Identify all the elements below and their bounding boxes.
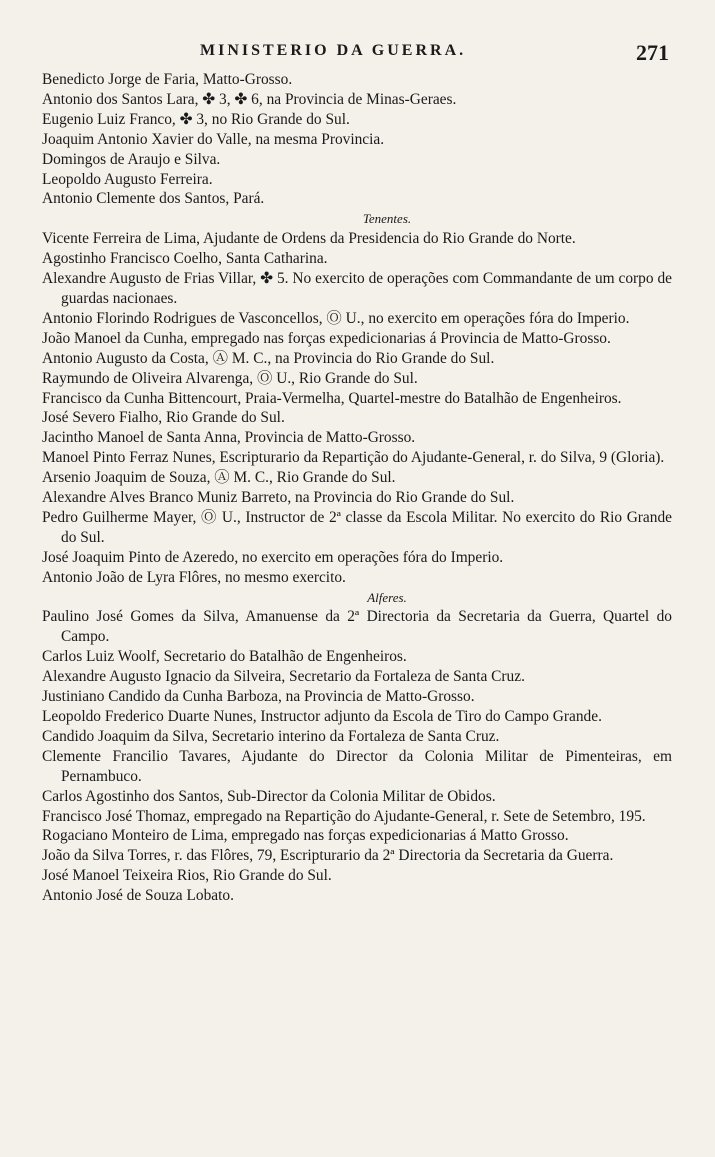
officer-list-continued: [42, 70, 672, 209]
list-item: Raymundo de Oliveira Alvarenga, Ⓞ U., Rio Grande do Sul.: [42, 369, 418, 387]
list-item: Pedro Guilherme Mayer, Ⓞ U., Instructor de 2ª classe da Escola Militar. No exercito do Rio Grande do Sul.: [42, 508, 672, 546]
list-item: João da Silva Torres, r. das Flôres, 79, Escripturario da 2ª Directoria da Secretaria da Guerra.: [42, 847, 614, 865]
list-item: Manoel Pinto Ferraz Nunes, Escripturario da Repartição do Ajudante-General, r. do Silva, 9 (Gloria).: [42, 449, 665, 467]
list-item: Antonio Florindo Rodrigues de Vasconcellos, Ⓞ U., no exercito em operações fóra do Imperio.: [42, 309, 630, 327]
list-item: Rogaciano Monteiro de Lima, empregado nas forças expedicionarias á Matto Grosso.: [42, 827, 569, 845]
running-title: MINISTERIO DA GUERRA.: [200, 42, 467, 59]
section-heading-alferes: Alferes.: [367, 589, 407, 605]
list-item: Alexandre Augusto Ignacio da Silveira, Secretario da Fortaleza de Santa Cruz.: [42, 668, 525, 686]
document-body: [42, 70, 672, 906]
list-item: Alexandre Augusto de Frias Villar, ✤ 5. No exercito de operações com Commandante de um corpo de guardas nacionaes.: [42, 270, 672, 307]
list-item: Candido Joaquim da Silva, Secretario interino da Fortaleza de Santa Cruz.: [42, 727, 500, 745]
list-item: Joaquim Antonio Xavier do Valle, na mesma Provincia.: [42, 130, 385, 148]
section-heading-tenentes: Tenentes.: [362, 211, 412, 227]
list-item: Antonio João de Lyra Flôres, no mesmo exercito.: [42, 568, 346, 586]
list-item: Vicente Ferreira de Lima, Ajudante de Ordens da Presidencia do Rio Grande do Norte.: [42, 230, 576, 248]
page-header: [0, 40, 715, 70]
list-item: Domingos de Araujo e Silva.: [42, 150, 221, 168]
list-item: Antonio Clemente dos Santos, Pará.: [42, 190, 265, 208]
list-item: Antonio Augusto da Costa, Ⓐ M. C., na Provincia do Rio Grande do Sul.: [42, 349, 495, 367]
list-item: Clemente Francilio Tavares, Ajudante do Director da Colonia Militar de Pimenteiras, em Pernambuco.: [42, 747, 672, 785]
list-item: Antonio dos Santos Lara, ✤ 3, ✤ 6, na Provincia de Minas-Geraes.: [42, 90, 457, 108]
list-item: Leopoldo Frederico Duarte Nunes, Instructor adjunto da Escola de Tiro do Campo Grande.: [42, 708, 602, 725]
list-item: Jacintho Manoel de Santa Anna, Provincia de Matto-Grosso.: [42, 429, 416, 447]
list-item: José Manoel Teixeira Rios, Rio Grande do Sul.: [42, 867, 332, 885]
list-item: Paulino José Gomes da Silva, Amanuense da 2ª Directoria da Secretaria da Guerra, Quartel do Campo.: [42, 608, 672, 646]
list-item: Francisco da Cunha Bittencourt, Praia-Vermelha, Quartel-mestre do Batalhão de Engenheiros.: [42, 389, 622, 407]
list-item: Eugenio Luiz Franco, ✤ 3, no Rio Grande do Sul.: [42, 110, 350, 128]
list-item: José Joaquim Pinto de Azeredo, no exercito em operações fóra do Imperio.: [42, 548, 504, 566]
list-item: José Severo Fialho, Rio Grande do Sul.: [42, 409, 285, 427]
list-item: Agostinho Francisco Coelho, Santa Catharina.: [42, 250, 328, 268]
list-item: João Manoel da Cunha, empregado nas forças expedicionarias á Provincia de Matto-Grosso.: [42, 329, 611, 347]
list-item: Carlos Luiz Woolf, Secretario do Batalhão de Engenheiros.: [42, 648, 407, 666]
tenentes-list: [42, 229, 672, 587]
page-number: 271: [636, 40, 669, 65]
list-item: Leopoldo Augusto Ferreira.: [42, 170, 213, 188]
list-item: Alexandre Alves Branco Muniz Barreto, na Provincia do Rio Grande do Sul.: [42, 489, 515, 507]
list-item: Carlos Agostinho dos Santos, Sub-Director da Colonia Militar de Obidos.: [42, 787, 496, 805]
list-item: Francisco José Thomaz, empregado na Repartição do Ajudante-General, r. Sete de Setembro, 195.: [42, 807, 646, 825]
alferes-list: [42, 607, 672, 906]
list-item: Arsenio Joaquim de Souza, Ⓐ M. C., Rio Grande do Sul.: [42, 469, 396, 487]
list-item: Justiniano Candido da Cunha Barboza, na Provincia de Matto-Grosso.: [42, 688, 475, 706]
list-item: Benedicto Jorge de Faria, Matto-Grosso.: [42, 71, 293, 88]
list-item: Antonio José de Souza Lobato.: [42, 887, 234, 905]
